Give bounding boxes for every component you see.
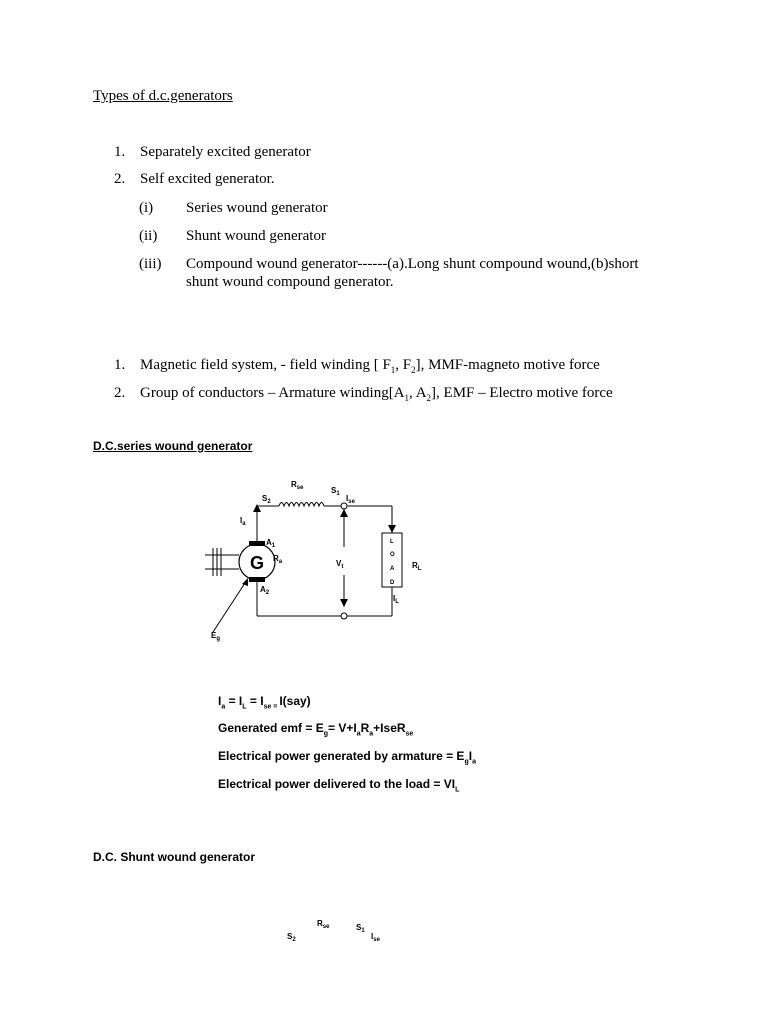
subscript: 1 bbox=[390, 365, 396, 375]
section-heading-series: D.C.series wound generator bbox=[93, 439, 253, 453]
equation-power-generated: Electrical power generated by armature = $E_gI_a$ bbox=[218, 749, 476, 766]
list-item bbox=[114, 144, 311, 161]
equation-power-delivered: Electrical power delivered to the load = $VI_L$ bbox=[218, 777, 460, 794]
sublist-text: Compound wound generator------(a).Long shunt compound wound,(b)short bbox=[186, 256, 639, 272]
list-text: Separately excited generator bbox=[140, 144, 311, 160]
list-item bbox=[114, 385, 613, 403]
series-generator-circuit-diagram bbox=[195, 475, 435, 650]
label-vt: $V_t$ bbox=[336, 559, 344, 570]
terminal-s1 bbox=[341, 503, 347, 509]
vt-arrowhead-up bbox=[340, 509, 348, 517]
label-rse: $R_{se}$ bbox=[291, 480, 304, 491]
label-s2: $S_2$ bbox=[262, 494, 271, 505]
label-s1: $S_1$ bbox=[331, 486, 340, 497]
page-title: Types of d.c.generators bbox=[93, 88, 233, 104]
subscript: 2 bbox=[426, 393, 432, 403]
eg-arrowhead bbox=[242, 578, 248, 586]
list-text: ], MMF-magneto motive force bbox=[415, 357, 600, 373]
label-ise: $I_{se}$ bbox=[371, 932, 380, 943]
load-letter: O bbox=[390, 552, 395, 558]
list-text: ], EMF – Electro motive force bbox=[431, 385, 613, 401]
vt-arrowhead-down bbox=[340, 599, 348, 607]
list-text: Self excited generator. bbox=[140, 171, 275, 187]
sublist-text: Series wound generator bbox=[186, 200, 328, 216]
list-text: Magnetic field system, - field winding [ F bbox=[140, 357, 391, 373]
list-item bbox=[114, 171, 275, 188]
label-s2: $S_2$ bbox=[287, 932, 296, 943]
brush-a2 bbox=[249, 577, 265, 582]
load-letter: D bbox=[390, 580, 395, 586]
ise-arrowhead bbox=[388, 525, 396, 533]
label-ise: $I_{se}$ bbox=[346, 494, 355, 505]
label-ia: $I_a$ bbox=[240, 516, 246, 527]
load-letter: L bbox=[390, 539, 394, 545]
sublist-number: (ii) bbox=[139, 228, 158, 244]
label-eg: $E_g$ bbox=[211, 631, 221, 642]
equation-currents: $I_a = I_L = I_{se =}$ I(say) bbox=[218, 694, 311, 711]
sublist-text: Shunt wound generator bbox=[186, 228, 326, 244]
terminal-bottom bbox=[341, 613, 347, 619]
label-rl: $R_L$ bbox=[412, 561, 422, 572]
shunt-generator-circuit-diagram bbox=[280, 910, 400, 950]
list-number: 1. bbox=[114, 144, 126, 160]
list-number: 2. bbox=[114, 385, 126, 401]
sublist-number: (iii) bbox=[139, 256, 162, 272]
label-s1: $S_1$ bbox=[356, 923, 365, 934]
list-item bbox=[114, 357, 600, 375]
label-il: $I_L$ bbox=[393, 594, 399, 605]
equation-generated-emf: Generated emf = $E_g=$ $V+I_aR_a+IseR_{se}$ bbox=[218, 721, 414, 738]
series-field-coil bbox=[279, 503, 324, 507]
sublist-number: (i) bbox=[139, 200, 154, 216]
ia-arrowhead bbox=[253, 504, 261, 512]
eg-arrow-line bbox=[213, 580, 247, 632]
section-heading-shunt: D.C. Shunt wound generator bbox=[93, 850, 255, 864]
list-number: 2. bbox=[114, 171, 126, 187]
label-g: G bbox=[250, 553, 265, 573]
list-text: Group of conductors – Armature winding[A bbox=[140, 385, 405, 401]
label-a2: $A_2$ bbox=[260, 585, 270, 596]
subscript: 1 bbox=[404, 393, 410, 403]
subscript: 2 bbox=[411, 365, 416, 375]
label-rse: $R_{se}$ bbox=[317, 919, 330, 930]
sublist-text-continued: shunt wound compound generator. bbox=[186, 274, 394, 290]
label-ra: $R_a$ bbox=[273, 554, 283, 565]
list-text: , F bbox=[395, 357, 412, 373]
list-text: , A bbox=[409, 385, 427, 401]
list-number: 1. bbox=[114, 357, 126, 373]
label-a1: $A_1$ bbox=[266, 538, 276, 549]
load-letter: A bbox=[390, 566, 395, 572]
brush-a1 bbox=[249, 541, 265, 546]
